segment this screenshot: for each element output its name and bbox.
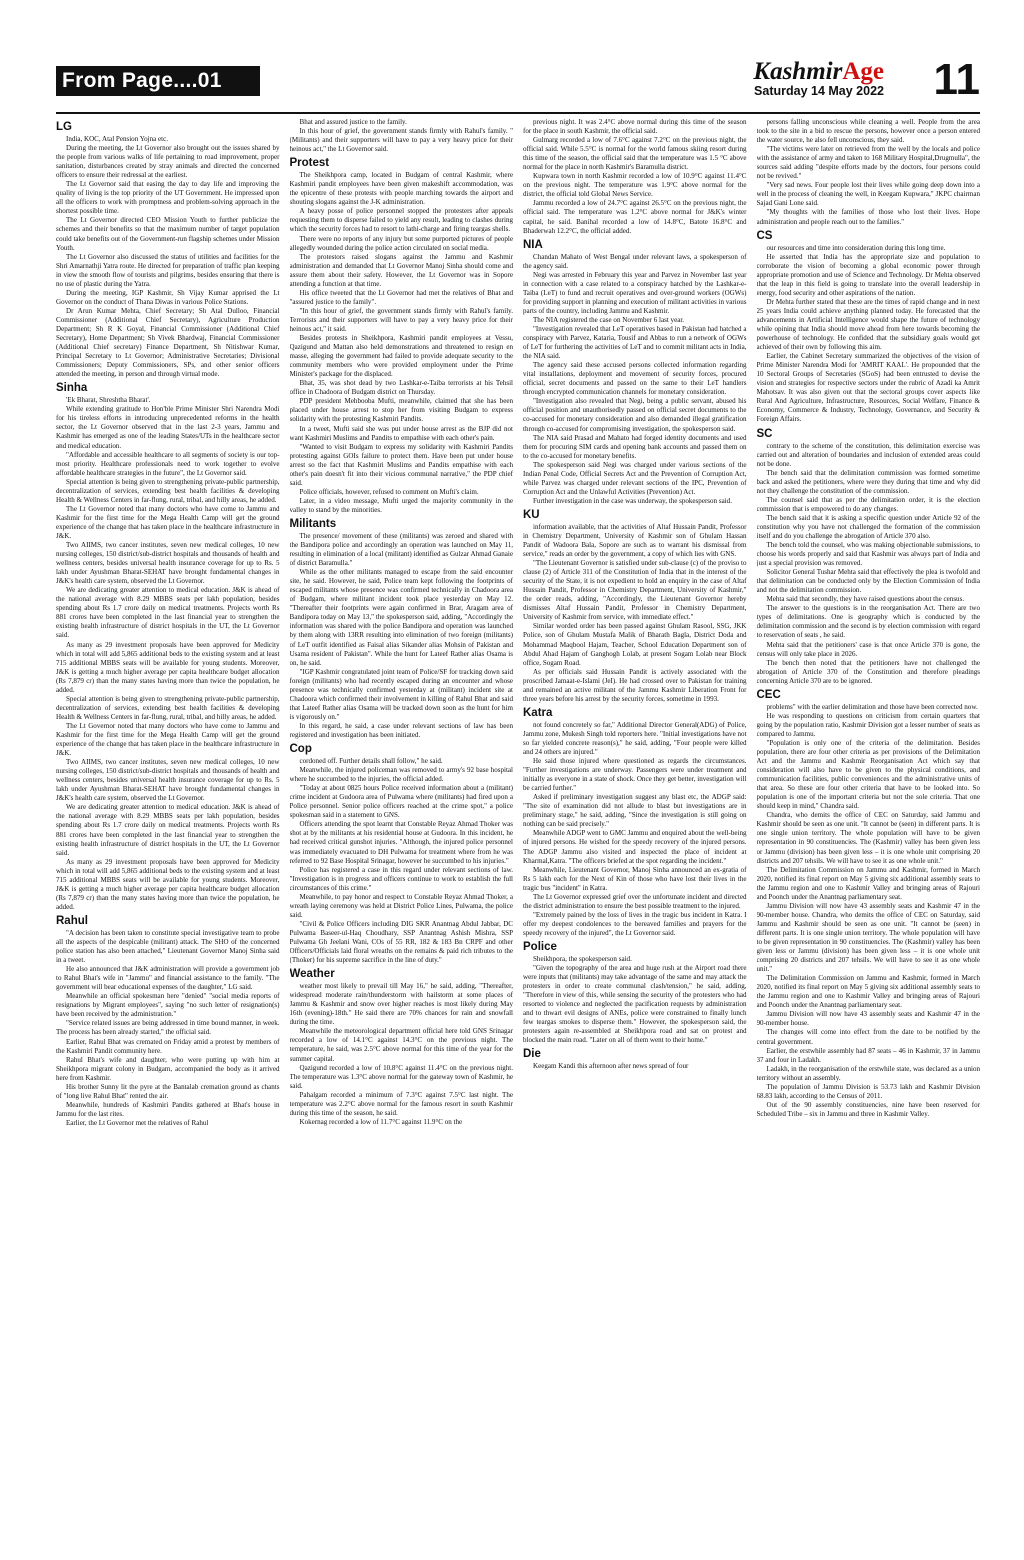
article-paragraph: "Investigation revealed that LeT operatives based in Pakistan had hatched a conspiracy with Parvez, Kataria, Tousif and Abbas to run a network of OGWs of LeT for furthering the activities of LeT and to commit militant acts in India, the NIA said.: [523, 324, 747, 361]
article-heading: Militants: [289, 517, 337, 530]
article-paragraph: In this hour of grief, the government stands firmly with Rahul's family. "(Militants) and their supporters will have to pay a very heavy price for their heinous act," the Lt Governor said.: [289, 127, 513, 154]
article-paragraph: His office tweeted that the Lt Governor had met the relatives of Bhat and "assured justice to the family".: [289, 288, 513, 306]
article-paragraph: contrary to the scheme of the constitution, this delimitation exercise was carried out and alteration of boundaries and inclusion of extended areas could not be done.: [756, 441, 980, 468]
article-paragraph: Out of the 90 assembly constituencies, nine have been reserved for Scheduled Tribe – six in Jammu and three in Kashmir Valley.: [756, 1100, 980, 1118]
article-paragraph: Bhat, 35, was shot dead by two Lashkar-e-Taiba terrorists at his Tehsil office in Chadoora of Budgam district on Thursday.: [289, 379, 513, 397]
article-paragraph: The protestors raised slogans against the Jammu and Kashmir administration and demanded that Lt Governor Manoj Sinha should come and assure them about their safety. However, the Lt Governor was in Sopore attending a function at that time.: [289, 252, 513, 288]
article-paragraph: Negi was arrested in February this year and Parvez in November last year in connection with a case related to a conspiracy hatched by the Lashkar-e-Taiba (LeT) to fund and recruit operatives and over-ground workers (OGWs) for providing support in planning and execution of militant activities in various parts of the country, including Jammu and Kashmir.: [523, 270, 747, 315]
page-number: 11: [933, 55, 980, 104]
column-1: [56, 118, 280, 1550]
article-paragraph: There were no reports of any injury but some purported pictures of people allegedly wounded during the police action circulated on social media.: [289, 234, 513, 252]
article-paragraph: Meanwhile, to pay honor and respect to Constable Reyaz Ahmad Thoker, a wreath laying ceremony was held at District Police Lines, Pulwama, the police said.: [289, 892, 513, 919]
article-paragraph: Officers attending the spot learnt that Constable Reyaz Ahmad Thoker was shot at by the militants at his residential house at Gudoora. In this incident, he had received critical gunshot injuries. "Although, the injured police personnel was immediately evacuated to DH Pulwama for treatment where from he was referred to 92 Base Hospital Srinagar, however he succumbed to his injuries.": [289, 820, 513, 865]
article-paragraph: In this regard, he said, a case under relevant sections of law has been registered and investigation has been initiated.: [289, 721, 513, 739]
article-paragraph: The changes will come into effect from the date to be notified by the central government.: [756, 1028, 980, 1046]
article-paragraph: Meanwhile the meteorological department official here told GNS Srinagar recorded a low of 14.1°C against 14.3°C on the previous night. The temperature, he said, was 2.5°C above normal for this time of the year for the summer capital.: [289, 1027, 513, 1063]
article-paragraph: Kokernag recorded a low of 11.7°C against 11.9°C on the: [299, 1117, 463, 1126]
article-paragraph: The Lt Governor also discussed the status of utilities and facilities for the Shri Amarnathji Yatra route. He directed for preparation of traffic plan keeping in view the smooth flow of tourists and pilgrims, besides ensuring that there is no use of plastic during the Yatra.: [56, 252, 280, 288]
brand-logo: [753, 58, 884, 86]
article-paragraph: Special attention is being given to strengthening private-public partnership, decentralization of services, extending best health facilities & developing Health & Wellness Centers in far-flung, rural, tribal, and hilly areas, he added.: [56, 477, 280, 504]
article-paragraph: Chandra, who demits the office of CEC on Saturday, said Jammu and Kashmir should be seen as one unit. "It cannot be (seen) in different parts. It is one single union territory. The whole population will have to be given representation in 90 constituencies. The (Kashmir) valley has been given less or Jammu (division) has been given less – it is one whole unit comprising 20 districts and 207 tehsils. We will have to see it as one whole unit.": [756, 811, 980, 865]
article-paragraph: The Lt Governor expressed grief over the unfortunate incident and directed the district administration to ensure the best possible treatment to the injured.: [523, 892, 747, 910]
article-paragraph: The Delimitation Commission on Jammu and Kashmir, formed in March 2020, notified its final report on May 5 giving six additional assembly seats to the Jammu region and one to Kashmir Valley and bringing areas of Rajouri and Poonch under the Anantnag parliamentary seat.: [756, 865, 980, 901]
article-paragraph: "The Lieutenant Governor is satisfied under sub-clause (c) of the proviso to clause (2) of Article 311 of the Constitution of India that in the interest of the security of the State, it is not expedient to hold an enquiry in the case of Altaf Hussain Pandit, Professor in Chemistry Department, University of Kashmir," the order reads, adding, "Accordingly, the Lieutenant Governor hereby dismisses Altaf Hussain Pandit, Professor in Chemistry Department, University of Kashmir from service, with immediate effect.": [523, 559, 747, 622]
article-paragraph: "In this hour of grief, the government stands firmly with Rahul's family. Terrorists and their supporters will have to pay a very heavy price for their heinous act," it said.: [289, 306, 513, 333]
article-heading: LG: [56, 121, 72, 133]
article-heading: Die: [523, 1048, 541, 1061]
header-rule: [56, 112, 980, 114]
article-paragraph: Jammu recorded a low of 24.7°C against 26.5°C on the previous night, the official said. The temperature was 1.2°C above normal for J&K's winter capital, he said. Banihal recorded a low of 14.8°C, Batote 16.8°C and Bhaderwah 12.2°C, the official added.: [523, 199, 747, 235]
article-paragraph: He also announced that J&K administration will provide a government job to Rahul Bhat's wife in "Jammu" and financial assistance to the family. "The government will bear educational expenses of the daughter," LG said.: [56, 965, 280, 992]
column-3: [523, 118, 747, 1550]
article-heading: CEC: [756, 688, 781, 701]
article-paragraph: The spokesperson said Negi was charged under various sections of the Indian Penal Code, Official Secrets Act and the Prevention of Corruption Act, while Parvez was charged under relevant sections of the IPC, Prevention of Corruption Act and the Unlawful Activities (Prevention) Act.: [523, 460, 747, 496]
section-title: From Page....01: [56, 66, 260, 96]
article-paragraph: As per officials said Hussain Pandit is actively associated with the proscribed Jamaat-e-Islami (JeI). He had crossed over to Pakistan for training and remained an active militant of the Jammu Kashmir Liberation Front for three years before his arrest by the security forces, sometime in 1993.: [523, 667, 747, 703]
article-paragraph: The counsel said that as per the delimitation order, it is the election commission that is empowered to do any changes.: [756, 495, 980, 513]
article-paragraph: Mehta said that secondly, they have raised questions about the census.: [766, 595, 965, 604]
article-paragraph: Solicitor General Tushar Mehta said that effectively the plea is twofold and that delimitation can be conducted only by the Election Commission of India and not the delimitation commission.: [756, 568, 980, 595]
article-paragraph: Two AIIMS, two cancer institutes, seven new medical colleges, 10 new nursing colleges, 150 district/sub-district hospitals and thousands of health and wellness centers, besides universal health insurance coverage for up to Rs. 5 lakh under Ayushman Bharat-SEHAT have brought fundamental changes in J&K's health care system, observed the Lt Governor.: [56, 541, 280, 586]
article-paragraph: "Wanted to visit Budgam to express my solidarity with Kashmiri Pandits protesting against GOIs failure to protect them. Have been put under house arrest so the fact that Kashmiri Muslims and Pandits empathise with each other's pain doesn't fit into their vicious communal narrative," the PDP chief said.: [289, 442, 513, 487]
article-paragraph: "The victims were later on retrieved from the well by the locals and police with the assistance of army and taken to 168 Military Hospital,Drugmulla", the sources said adding "despite efforts made by the doctors, four persons could not be revived.": [756, 145, 980, 181]
article-paragraph: The Sheikhpora camp, located in Budgam of central Kashmir, where Kashmiri pandit employees have been given makeshift accommodation, was the epicentre of these protests with people marching towards the airport and shouting slogans against the J-K administration.: [289, 171, 513, 207]
article-paragraph: Meanwhile, hundreds of Kashmiri Pandits gathered at Bhat's house in Jammu for the last rites.: [56, 1100, 280, 1118]
article-heading: Cop: [289, 743, 312, 756]
article-paragraph: The answer to the questions is in the reorganisation Act. There are two types of delimitations. One is geography which is conducted by the delimitation commission and the second is by election commission with regard to reservation of seats , he said.: [756, 604, 980, 640]
article-paragraph: Pahalgam recorded a minimum of 7.3°C against 7.5°C last night. The temperature was 2.2°C above normal for the famous resort in south Kashmir during this time of the season, he said.: [289, 1090, 513, 1117]
article-paragraph: We are dedicating greater attention to medical education. J&K is ahead of the national average with 8.29 MBBS seats per lakh population, besides spending about Rs 1.7 crore daily on medical treatments. Projects worth Rs 881 crores have been completed in the last financial year to strengthen the existing health infrastructure of district hospitals in the UT, the Lt Governor said.: [56, 586, 280, 640]
article-paragraph: Special attention is being given to strengthening private-public partnership, decentralization of services, extending best health facilities & developing Health & Wellness Centers in far-flung, rural, tribal, and hilly areas, he added.: [56, 694, 280, 721]
article-paragraph: The bench told the counsel, who was making objectionable submissions, to choose his words properly and said that Kashmir was always part of India and just a special provision was removed.: [756, 541, 980, 568]
article-paragraph: Rahul Bhat's wife and daughter, who were putting up with him at Sheikhpora migrant colony in Budgam, accompanied the body as it arrived here from Kashmir.: [56, 1055, 280, 1082]
article-columns: [56, 118, 980, 1550]
article-paragraph: Earlier, the erstwhile assembly had 87 seats – 46 in Kashmir, 37 in Jammu 37 and four in Ladakh.: [756, 1046, 980, 1064]
article-paragraph: our resources and time into consideration during this long time.: [766, 243, 946, 252]
article-paragraph: While extending gratitude to Hon'ble Prime Minister Shri Narendra Modi for his tireless efforts in introducing unprecedented reforms in the health sector, the Lt Governor observed that in the last 2-3 years, Jammu and Kashmir has emerged as one of the leading States/UTs in the healthcare sector and medical education.: [56, 405, 280, 450]
article-paragraph: India, KOC, Atal Pension Yojna etc.: [66, 135, 168, 143]
article-paragraph: weather most likely to prevail till May 16," he said, adding, "Thereafter, widespread moderate rain/thunderstorm with hailstorm at some places of Jammu & Kashmir and snow over higher reaches is most likely during May 16th (evening)-18th." He said there are 70% chances for rain and snowfall during the time.: [289, 982, 513, 1027]
article-paragraph: Asked if preliminary investigation suggest any blast etc, the ADGP said: "The site of examination did not allude to blast but investigations are in preliminary stage," he said, adding, "Since the investigation is still going on nothing can be said precisely.": [523, 793, 747, 829]
article-heading: KU: [523, 508, 540, 521]
article-heading: Katra: [523, 706, 553, 719]
article-paragraph: Mehta said that the petitioners' case is that once Article 370 is gone, the census will only take place in 2026.: [756, 640, 980, 658]
article-paragraph: Jammu Division will now have 43 assembly seats and Kashmir 47 in the 90-member house.: [756, 1010, 980, 1028]
column-4: [757, 118, 981, 1550]
article-paragraph: The Lt Governor noted that many doctors who have come to Jammu and Kashmir for the first time for the Mega Health Camp will get the ground experience of the change that has taken place in the healthcare infrastructure in J&K.: [56, 721, 280, 758]
article-paragraph: The bench then noted that the petitioners have not challenged the abrogation of Article 370 of the Constitution and therefore pleadings concerning Article 370 are to be ignored.: [756, 658, 980, 685]
article-paragraph: Meanwhile ADGP went to GMC Jammu and enquired about the well-being of injured persons. He wished for the speedy recovery of the injured persons. The ADGP Jammu also visited and inspected the place of incident at Kharmal,Katra. "The officers briefed at the spot regarding the incident.": [523, 829, 747, 865]
article-heading: Protest: [289, 157, 330, 170]
article-heading: Weather: [289, 968, 335, 981]
article-heading: Police: [523, 940, 557, 953]
article-heading: Sinha: [56, 382, 88, 395]
article-paragraph: Police officials, however, refused to comment on Mufti's claim.: [299, 487, 479, 496]
article-paragraph: "Today at about 0825 hours Police received information about a (militant) crime incident at Gudoora area of Pulwama where (militants) had fired upon a Police personnel. Senior police officers reached at the crime spot," a police spokesman said in a statement to GNS.: [289, 784, 513, 820]
article-paragraph: The Lt Governor said that easing the day to day life and improving the quality of living is the top priority of the UT Government. He impressed upon all the officers to work with promptness and problem-solving approach in the shortest possible time.: [56, 180, 280, 216]
article-paragraph: He said those injured where questioned as regards the circumstances. "Further investigations are underway. Passengers were under treatment and initially as everyone in a state of shock. Once they get better, investigation will be carried further.": [523, 757, 747, 793]
article-paragraph: "Extremely pained by the loss of lives in the tragic bus incident in Katra. I offer my deepest condolences to the bereaved families and prayers for the speedy recovery of the injured", the Lt Governor said.: [523, 910, 747, 937]
article-paragraph: Further investigation in the case was underway, the spokesperson said.: [533, 496, 732, 505]
article-paragraph: "Population is only one of the criteria of the delimitation. Besides population, there are four other criteria as per provisions of the Delimitation Act and the Jammu and Kashmir Reorganisation Act which say that consideration will also have to be given to the physical conditions, and communication facilities, public conveniences and the administrative units of that area. So these are four other criteria that have to be looked into. So population is one of the important criteria but not the sole criteria. That one should keep in mind," Chandra said.: [756, 738, 980, 811]
article-paragraph: Chandan Mahato of West Bengal under relevant laws, a spokesperson of the agency said.: [523, 252, 747, 270]
article-paragraph: Dr Arun Kumar Mehta, Chief Secretary; Sh Atal Dulloo, Financial Commissioner (Additional Chief Secretary), Agriculture Production Department; Sh R K Goyal, Financial Commissioner (Additional Chief Secretary), Home Department; Sh Vivek Bhardwaj, Financial Commissioner (Additional Chief secretary) Finance Department, Sh Nitishwar Kumar, Principal Secretary to Lt Governor; Administrative Secretaries; Divisional Commissioners; Deputy Commissioners, SPs, and other senior officers attended the meeting, in person and through virtual mode.: [56, 306, 280, 379]
article-paragraph: Gulmarg recorded a low of 7.6°C against 7.2°C on the previous night, the official said. While 5.5°C is normal for the world famous skiing resort during this time of the season, the official said that the temperature was 1.5 °C above normal for the place in north Kashmir's Baramulla district.: [523, 136, 747, 172]
article-paragraph: His brother Sunny lit the pyre at the Bantalab cremation ground as chants of "long live Rahul Bhat" rented the air.: [56, 1082, 280, 1100]
article-heading: NIA: [523, 238, 543, 251]
article-paragraph: "A decision has been taken to constitute special investigative team to probe all the aspects of the despicable (militant) attack. The SHO of the concerned police station has also been attached," Lieutenant Governor Manoj Sinha said in a tweet.: [56, 928, 280, 965]
article-heading: SC: [756, 427, 773, 440]
article-paragraph: Earlier, the Lt Governor met the relatives of Rahul: [66, 1118, 209, 1127]
article-paragraph: "Given the topography of the area and huge rush at the Airport road there were inputs that (militants) may take advantage of the same and may attack the protesters in order to create communal clash/tension," he said, adding, "Therefore in view of this, while sensing the security of the protesters who had resorted to violence and neglected the pacification requests by administration and to thwart evil designs of ANEs, police were constrained to finally lunch few teargas smokes to disperse them." However, the spokesperson said, the protesters again re-assembled at Sheikhpora road and sat on protest and blocked the main road. "Later on all of them went to their home.": [523, 964, 747, 1045]
article-paragraph: As many as 29 investment proposals have been approved for Medicity which in total will add 5,865 additional beds to the existing system and at least 715 additional MBBS seats will be available for young students. Moreover, J&K is getting a much higher average per capita healthcare budget allocation (Rs 7,879 cr) than the many states having more than twice the population, he added.: [56, 857, 280, 911]
article-paragraph: While as the other militants managed to escape from the said encounter site, he said. However, he said, Police team kept following the footprints of escaped militants whose presence was confirmed technically in Chadoora area of Budgam, where militant incident took place yesterday on May 12. "Thereafter their footprints were again confirmed in Brar, Aragam area of Bandipora today on May 13," the spokesperson said, adding, "Accordingly the information was shared with the police Bandipora and operation was launched by them along with 13RR resulting into elimination of two foreign (militants) of LeT outfit identified as Faisal alias Sikander alias Mohsin of Pakistan and Usama resident of Pakistan". While the hunt for Lateef Rather alias Osama is on, he said.: [289, 568, 513, 667]
article-paragraph: The NIA said Prasad and Mahato had forged identity documents and used them for procuring SIM cards and opening bank accounts and passed them on to the co-accused for monetary benefits.: [523, 433, 747, 460]
article-heading: CS: [756, 229, 773, 242]
article-paragraph: Sheikhpora, the spokesperson said.: [533, 954, 632, 963]
article-paragraph: information available, that the activities of Altaf Hussain Pandit, Professor in Chemistry Department, University of Kashmir son of Ghulam Hassan Pandit of Wadoora Bala, Sopore are such as to warrant his dismissal from service," reads an order by the government, a copy of which lies with GNS.: [523, 522, 747, 559]
article-paragraph: not found concretely so far," Additional Director General(ADG) of Police, Jammu zone, Mukesh Singh told reporters here. "Initial investigations have not so far yielded concrete reason(s)," he said, adding, "Four people were killed and 24 others are injured.": [523, 720, 747, 756]
article-paragraph: The bench said that the delimitation commission was formed sometime back and asked the petitioners, where were they during that time and why did not they challenge the constitution of the commission.: [756, 468, 980, 495]
article-paragraph: The Delimitation Commission on Jammu and Kashmir, formed in March 2020, notified its final report on May 5 giving six additional assembly seats to the Jammu region and one to Kashmir Valley and bringing areas of Rajouri and Poonch under the Anantnag parliamentary seat.: [756, 974, 980, 1010]
article-paragraph: Besides protests in Sheikhpora, Kashmiri pandit employees at Vessu, Qazigund and Mattan also held demonstrations and threatened to resign en masse, alleging the government had failed to provide adequate security to the community members who were provided employment under the Prime Minister's package for the displaced.: [289, 334, 513, 379]
column-2: [290, 118, 514, 1550]
brand-kashmir: Kashmir: [753, 58, 843, 85]
article-paragraph: Meanwhile, Lieutenant Governor, Manoj Sinha announced an ex-gratia of Rs 5 lakh each for the Next of Kin of those who have lost their lives in the tragic bus "incident" in Katra.: [523, 865, 747, 892]
article-paragraph: During the meeting, the Lt Governor also brought out the issues shared by the people from various walks of life pertaining to road improvement, proper sanitation, disturbances created by stray animals and directed the concerned officers to ensure their redressal at the earliest.: [56, 144, 280, 180]
article-paragraph: 'Ek Bharat, Shreshtha Bharat'.: [66, 396, 151, 405]
article-paragraph: persons falling unconscious while cleaning a well. People from the area took to the site in a bid to rescue the persons, however once a person entered the water source, he also fell unconscious, they said.: [756, 118, 980, 145]
article-paragraph: The Lt Governor noted that many doctors who have come to Jammu and Kashmir for the first time for the Mega Health Camp will get the ground experience of the change that has taken place in the healthcare infrastructure in J&K.: [56, 504, 280, 540]
article-paragraph: The population of Jammu Division is 53.73 lakh and Kashmir Division 68.83 lakh, according to the Census of 2011.: [756, 1082, 980, 1100]
article-paragraph: The bench said that it is asking a specific question under Article 92 of the constitution why you have not challenged the formation of the commission itself and do you challenge the abrogation of Article 370 also.: [756, 513, 980, 540]
article-paragraph: Later, in a video message, Mufti urged the majority community in the valley to stand by the minorities.: [289, 496, 513, 514]
article-paragraph: Similar worded order has been passed against Ghulam Rasool, SSG, JKK Police, son of Ghulam Mustafa Malik of Bharath Bagla, District Doda and Mohammad Maqbool Hajam, Teacher, School Education Department son of Abdul Ahad Hajam of Ganghogh Lolab, at present Sogam Lolab near Block office, Sogam Road.: [523, 622, 747, 667]
article-paragraph: Meanwhile an official spokesman here "denied" "social media reports of resignations by Migrant employees", saying "no such letter of resignation(s) have been received by the administration.": [56, 992, 280, 1019]
article-paragraph: He was responding to questions on criticism from certain quarters that going by the population ratio, Kashmir Division got a lesser number of seats as compared to Jammu.: [756, 711, 980, 738]
article-paragraph: Meanwhile, the injured policeman was removed to army's 92 base hospital where he succumbed to the injuries, the official added.: [289, 766, 513, 784]
article-paragraph: Police has registered a case in this regard under relevant sections of law. "Investigation is in progress and officers continue to work to establish the full circumstances of this crime.": [289, 865, 513, 892]
article-paragraph: "My thoughts with the families of those who lost their lives. Hope administration and people reach out to the families.": [756, 208, 980, 226]
article-paragraph: The NIA registered the case on November 6 last year.: [533, 315, 685, 324]
article-paragraph: In a tweet, Mufti said she was put under house arrest as the BJP did not want Kashmiri Muslims and Pandits to empathise with each other's pain.: [289, 424, 513, 442]
article-paragraph: "Service related issues are being addressed in time bound manner, in week. The process has been already started," the official said.: [56, 1019, 280, 1037]
article-paragraph: The presence/ movement of these (militants) was zeroed and shared with the Bandipora police and accordingly an operation was launched on May 11, resulting in elimination of a local (militant) identified as Gulzar Ahmad Ganaie of district Baramulla.": [289, 531, 513, 568]
article-paragraph: The agency said these accused persons collected information regarding vital installations, deployment and movement of security forces, procured official, secret documents and passed on the same to their LeT handlers through encrypted communication channels for monetary consideration.: [523, 361, 747, 397]
article-paragraph: Keegam Kandi this afternoon after news spread of four: [533, 1062, 689, 1071]
article-paragraph: Jammu Division will now have 43 assembly seats and Kashmir 47 in the 90-member house. Chandra, who demits the office of CEC on Saturday, said Jammu and Kashmir should be seen as one unit. "It cannot be (seen) in different parts. It is one single union territory. The whole population will have to be given representation in 90 constituencies. The (Kashmir) valley has been given less or Jammu (division) has been given less – it is one whole unit comprising 20 districts and 207 tehsils. We will have to see it as one whole unit.": [756, 901, 980, 974]
article-paragraph: previous night. It was 2.4°C above normal during this time of the season for the place in south Kashmir, the official said.: [523, 118, 747, 136]
article-paragraph: "Civil & Police Officers including DIG SKR Anantnag Abdul Jabbar, DC Pulwama Baseer-ul-Haq Choudhary, SSP Anantnag Ashish Mishra, SSP Pulwama Gh Jeelani Wani, COs of 55 RR, 182 & 183 Bn CRPF and other Officers/Officials laid floral wreaths on the remains & paid rich tributes to the (Thoker) for his supreme sacrifice in the line of duty.": [289, 919, 513, 965]
article-paragraph: "Investigation also revealed that Negi, being a public servant, abused his official position and unauthorisedly passed on official secret documents to the co-accused for monetary consideration and also demanded illegal gratification through co-accused for compromising investigation, the spokesperson said.: [523, 397, 747, 433]
article-paragraph: Earlier, Rahul Bhat was cremated on Friday amid a protest by members of the Kashmiri Pandit community here.: [56, 1037, 280, 1055]
article-paragraph: problems" with the earlier delimitation and those have been corrected now.: [766, 702, 978, 711]
issue-date: Saturday 14 May 2022: [754, 84, 884, 98]
article-paragraph: Two AIIMS, two cancer institutes, seven new medical colleges, 10 new nursing colleges, 150 district/sub-district hospitals and thousands of health and wellness centers, besides universal health insurance coverage for up to Rs. 5 lakh under Ayushman Bharat-SEHAT have brought fundamental changes in J&K's health care system, observed the Lt Governor.: [56, 758, 280, 803]
article-paragraph: As many as 29 investment proposals have been approved for Medicity which in total will add 5,865 additional beds to the existing system and at least 715 additional MBBS seats will be available for young students. Moreover, J&K is getting a much higher average per capita healthcare budget allocation (Rs 7,879 cr) than the many states having more than twice the population, he added.: [56, 640, 280, 694]
article-paragraph: PDP president Mehbooba Mufti, meanwhile, claimed that she has been placed under house arrest to stop her from visiting Budgam to express solidarity with the protesting Kashmiri Pandits.: [289, 397, 513, 424]
brand-age: Age: [842, 58, 884, 85]
article-paragraph: The Lt Governor directed CEO Mission Youth to further publicize the schemes and their benefits so that the maximum number of target population could take benefits out of the Government-run flagship schemes under Mission Youth.: [56, 216, 280, 252]
article-paragraph: Kupwara town in north Kashmir recorded a low of 10.9°C against 11.4°C on the previous night. The temperature was 1.9°C above normal for the district, the official told Global News Service.: [523, 172, 747, 199]
article-heading: Rahul: [56, 914, 88, 927]
article-paragraph: cordoned off. Further details shall follow," he said.: [299, 757, 443, 766]
article-paragraph: Bhat and assured justice to the family.: [299, 118, 407, 126]
article-paragraph: He asserted that India has the appropriate size and population to corroborate the vision of becoming a global economic power through appropriate promotion and use of Science and Technology. Dr Mehta observed that the leap in this field is going to translate into the overall leadership in energy, food security and other aspirations of the nation.: [756, 252, 980, 297]
article-paragraph: Ladakh, in the reorganisation of the erstwhile state, was declared as a union territory without an assembly.: [756, 1064, 980, 1082]
article-paragraph: "Affordable and accessible healthcare to all segments of society is our top-most priority. Healthcare professionals need to work together to evolve affordable healthcare strategies in the future", the Lt Governor said.: [56, 450, 280, 477]
masthead: [56, 55, 980, 110]
article-paragraph: We are dedicating greater attention to medical education. J&K is ahead of the national average with 8.29 MBBS seats per lakh population, besides spending about Rs 1.7 crore daily on medical treatments. Projects worth Rs 881 crores have been completed in the last financial year to strengthen the existing health infrastructure of district hospitals in the UT, the Lt Governor said.: [56, 803, 280, 857]
article-paragraph: Dr Mehta further stated that these are the times of rapid change and in next 25 years India could achieve anything planned today. He forecasted that the advancements in Artificial Intelligence would shape the future of technology while opining that India should move ahead from here towards becoming the powerhouse of technology. He confided that the subsidiary goals would get achieved of their own by following this aim.: [756, 297, 980, 352]
article-paragraph: "Very sad news. Four people lost their lives while going deep down into a well in the process of cleaning the well, in Keegam Kupwara," JKPC chairman Sajad Gani Lone said.: [756, 181, 980, 208]
article-paragraph: Earlier, the Cabinet Secretary summarized the objectives of the vision of Prime Minister Narendra Modi for 'AMRIT KAAL'. He propounded that the 10 Sectoral Groups of Secretaries (SGoS) had been entrusted to devise the vision and strategies for respective sectors under the rubric of Azadi ka Amrit Mahotsav. It was also given out that the sectoral groups cover aspects like Rural And Agriculture, Infrastructure, Resources, Social Welfare, Finance & Economy, Commerce & Industry, Technology, Governance, and Security & Foreign Affairs.: [756, 352, 980, 424]
article-paragraph: A heavy posse of police personnel stopped the protesters after appeals requesting them to disperse failed to yield any result, leading to clashes during which the security forces had to resort to lathi-charge and firing teargas shells.: [289, 207, 513, 234]
article-paragraph: During the meeting, IGP Kashmir, Sh Vijay Kumar apprised the Lt Governor on the conduct of Thana Diwas in various Police Stations.: [56, 288, 280, 306]
article-paragraph: "IGP Kashmir congratulated joint team of Police/SF for tracking down said foreign (militants) who had recently escaped during an encounter and whose presence was technically confirmed yesterday at (militant) incident site at Chadoora which confirmed their involvement in killing of Rahul Bhat and said that Lateef Rather alias Osama will be tracked down soon as the hunt for him is vigorously on.": [289, 667, 513, 721]
article-paragraph: Qazigund recorded a low of 10.8°C against 11.4°C on the previous night. The temperature was 1.3°C above normal for the gateway town of Kashmir, he said.: [289, 1063, 513, 1090]
